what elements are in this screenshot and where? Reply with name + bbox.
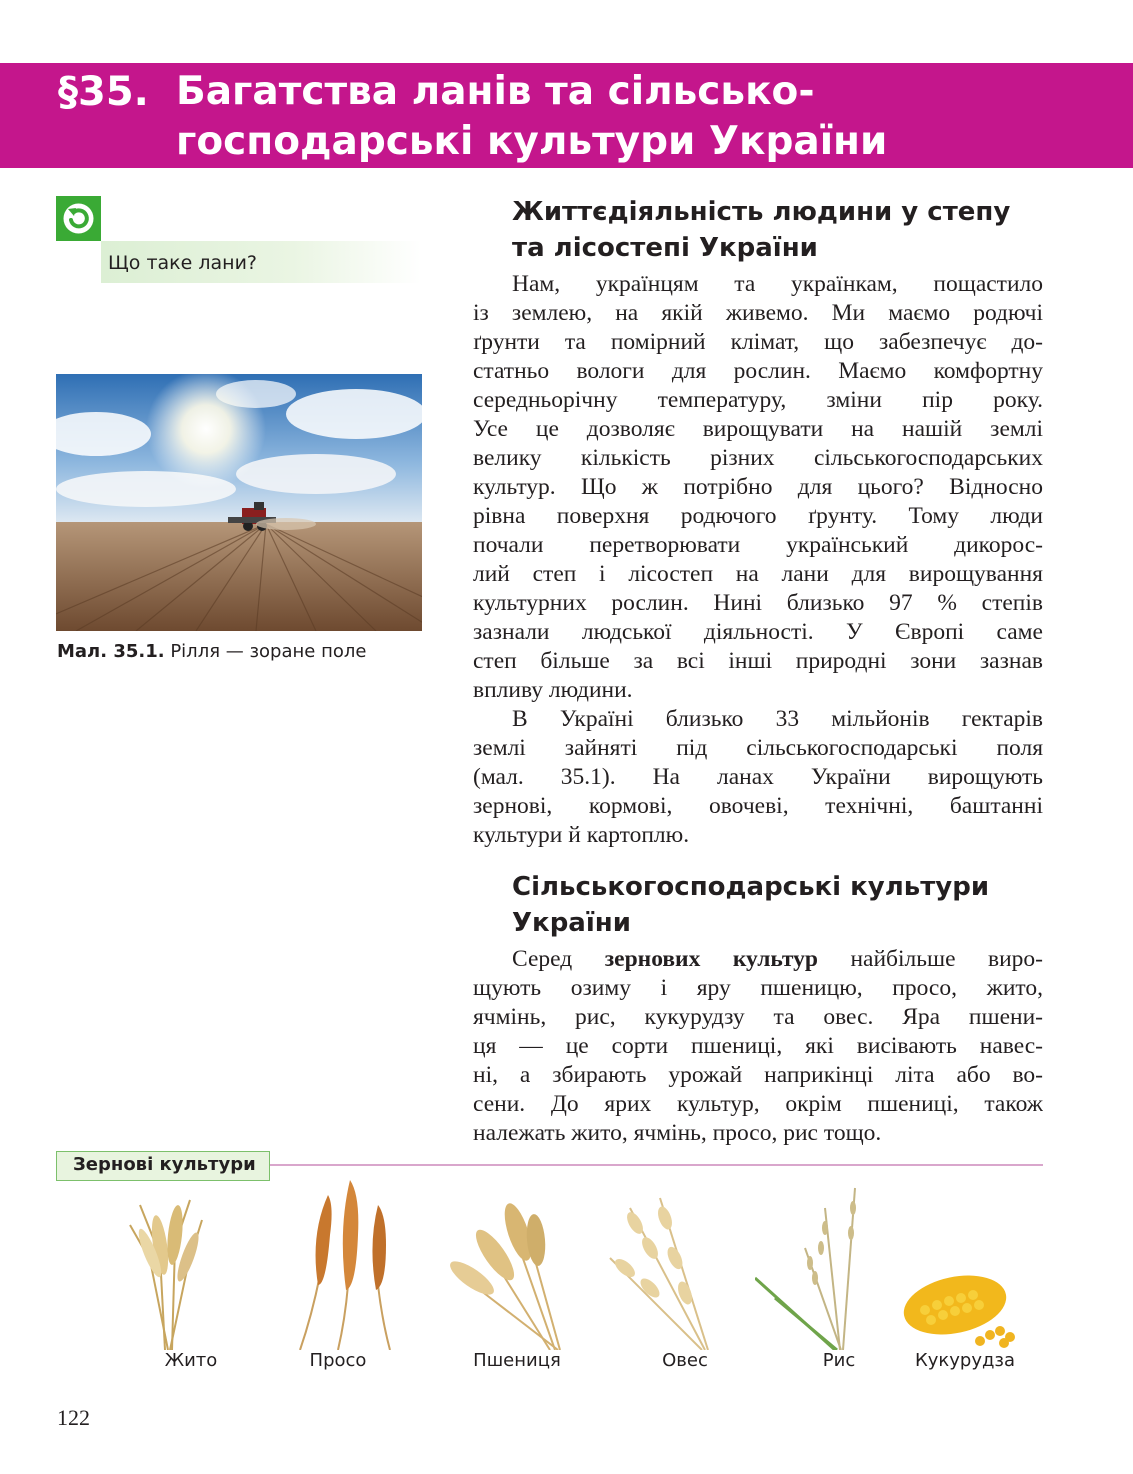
crop-label-oats: Овес [662, 1350, 708, 1371]
text-line: почали перетворювати український дикорос- [473, 532, 1043, 558]
text-line: рівна поверхня родючого ґрунту. Тому люди [473, 503, 1043, 529]
text-line [512, 945, 1043, 974]
text-line: В Україні близько 33 мільйонів гектарів [512, 706, 1043, 732]
text-run: Серед [512, 946, 605, 972]
recall-arrow-icon [56, 196, 101, 241]
text-line: ячмінь, рис, кукурудзу та овес. Яра пшени- [473, 1004, 1043, 1030]
corn-image [900, 1265, 1025, 1350]
section2-heading-line-2: України [512, 908, 631, 938]
crop-label-rye: Жито [164, 1350, 218, 1371]
section-number: §35. [58, 69, 149, 115]
text-line: Нам, українцям та українкам, пощастило [512, 271, 1043, 297]
text-line: лий степ і лісостеп на лани для вирощування [473, 561, 1043, 587]
plowed-field-photo [56, 374, 422, 631]
text-line: впливу людини. [473, 677, 633, 703]
figure-caption [57, 641, 366, 662]
text-line: Усе це дозволяє вирощувати на нашій землі [473, 416, 1043, 442]
crop-label-corn: Кукурудза [914, 1350, 1016, 1371]
text-line: культурних рослин. Нині близько 97 % степів [473, 590, 1043, 616]
text-line: належать жито, ячмінь, просо, рис тощо. [473, 1120, 882, 1146]
section-title-line-1: Багатства ланів та сільсько- [176, 69, 815, 114]
section1-heading-line-2: та лісостепі України [512, 233, 818, 263]
page-number: 122 [57, 1405, 90, 1430]
term-grain-crops: зернових культур [604, 946, 818, 972]
oats-image [590, 1188, 720, 1350]
text-line: із землею, на якій живемо. Ми маємо родючі [473, 300, 1043, 326]
text-line: сени. До ярих культур, окрім пшениці, також [473, 1091, 1043, 1117]
grain-divider [270, 1164, 1043, 1166]
text-line: землі зайняті під сільськогосподарські поля [473, 735, 1043, 761]
grain-crops-label: Зернові культури [73, 1154, 256, 1175]
text-line: середньорічну температуру, зміни пір року. [473, 387, 1043, 413]
text-line: зазнали людської діяльності. У Європі саме [473, 619, 1043, 645]
crop-label-wheat: Пшениця [473, 1350, 561, 1371]
text-line: ні, а збирають урожай наприкінці літа або во- [473, 1062, 1043, 1088]
text-line: культури й картоплю. [473, 822, 690, 848]
section1-heading-line-1: Життєдіяльність людини у степу [512, 197, 1011, 227]
recall-question: Що таке лани? [108, 252, 258, 274]
text-line: статньо вологи для рослин. Маємо комфортну [473, 358, 1043, 384]
text-line: (мал. 35.1). На ланах України вирощують [473, 764, 1043, 790]
rye-image [120, 1185, 210, 1350]
crop-label-rice: Рис [822, 1350, 856, 1371]
section2-heading-line-1: Сільськогосподарські культури [512, 872, 990, 902]
rice-image [755, 1178, 885, 1350]
text-line: степ більше за всі інші природні зони зазнав [473, 648, 1043, 674]
wheat-image [440, 1190, 570, 1350]
figure-caption-label: Мал. 35.1. [57, 641, 165, 662]
text-run: найбільше виро- [817, 946, 1043, 972]
text-line: зернові, кормові, овочеві, технічні, баштанні [473, 793, 1043, 819]
figure-caption-text: Рілля — зоране поле [164, 641, 367, 662]
text-line: ґрунти та помірний клімат, що забезпечує до- [473, 329, 1043, 355]
section-title-line-2: господарські культури України [176, 119, 888, 164]
text-line: культур. Що ж потрібно для цього? Відносно [473, 474, 1043, 500]
millet-image [290, 1175, 400, 1350]
crop-label-millet: Просо [309, 1350, 367, 1371]
text-line: щують озиму і яру пшеницю, просо, жито, [473, 975, 1043, 1001]
text-line: велику кількість різних сільськогосподарських [473, 445, 1043, 471]
text-line: ця — це сорти пшениці, які висівають навес- [473, 1033, 1043, 1059]
